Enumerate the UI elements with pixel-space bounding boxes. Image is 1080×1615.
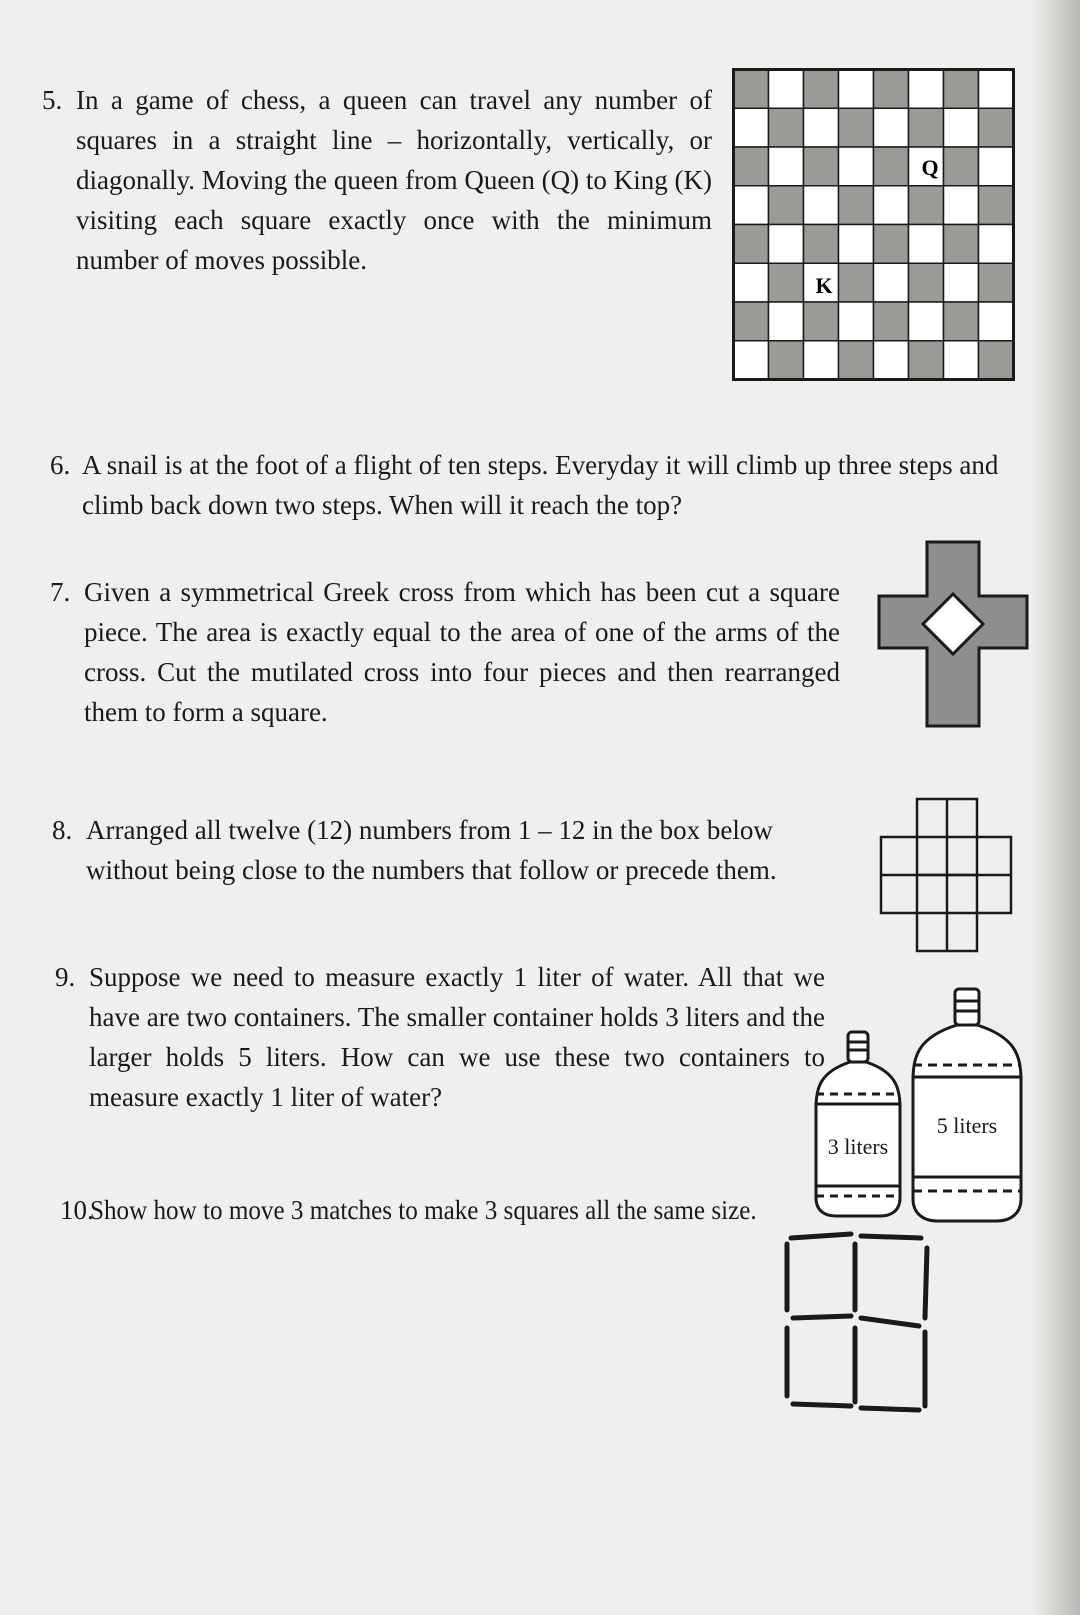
chess-square [839, 186, 874, 225]
problem-number: 9. [55, 962, 76, 992]
problem-text: Suppose we need to measure exactly 1 liter of water. All that we have are two containers. The smaller container holds 3 liters and the larger holds 5 liters. How can we use these two containers to measure exactly 1 liter of water? [89, 962, 825, 1112]
page-edge-shadow [1032, 0, 1080, 1615]
chess-square [734, 263, 769, 302]
problem-text: A snail is at the foot of a flight of ten steps. Everyday it will climb up three steps and climb back down two steps. When will it reach the top? [82, 450, 999, 520]
chess-square [769, 70, 804, 109]
chess-square [804, 341, 839, 380]
chess-square [734, 70, 769, 109]
chess-square [909, 302, 944, 341]
chess-square [979, 108, 1014, 147]
chess-square [769, 147, 804, 186]
match [793, 1316, 851, 1318]
chess-square [909, 108, 944, 147]
king-label: K [815, 273, 833, 298]
chess-square [944, 302, 979, 341]
chess-square [769, 225, 804, 264]
queen-label: Q [921, 155, 939, 180]
chess-square [874, 341, 909, 380]
chess-square [909, 341, 944, 380]
problem-7 [50, 572, 840, 732]
chess-square [979, 186, 1014, 225]
chess-square [734, 108, 769, 147]
match [861, 1318, 919, 1326]
chess-square [944, 186, 979, 225]
chess-square [874, 263, 909, 302]
chess-square [874, 302, 909, 341]
chess-square [979, 225, 1014, 264]
problem-text: Arranged all twelve (12) numbers from 1 – 12 in the box below without being close to the numbers that follow or precede them. [86, 815, 777, 885]
problem-text: Show how to move 3 matches to make 3 squares all the same size. [90, 1195, 757, 1225]
chess-square [909, 186, 944, 225]
chess-square [804, 108, 839, 147]
chess-square [979, 263, 1014, 302]
chess-square [944, 263, 979, 302]
chess-square [979, 70, 1014, 109]
chess-square [909, 263, 944, 302]
chessboard-cells [734, 70, 1014, 380]
chess-square [979, 147, 1014, 186]
problem-number: 7. [50, 577, 71, 607]
water-bottle-5-liters [905, 985, 1029, 1225]
chess-square [944, 225, 979, 264]
match [861, 1236, 921, 1238]
problem-9 [55, 957, 825, 1117]
match [793, 1404, 851, 1406]
match [861, 1408, 919, 1410]
chess-square [944, 147, 979, 186]
chess-square [804, 70, 839, 109]
chess-square [769, 341, 804, 380]
chess-square [874, 70, 909, 109]
water-bottle-3-liters [810, 1028, 906, 1220]
chess-square [979, 341, 1014, 380]
chess-square [734, 186, 769, 225]
chess-square [804, 186, 839, 225]
problem-text: Given a symmetrical Greek cross from which has been cut a square piece. The area is exactly equal to the area of one of the arms of the cross. Cut the mutilated cross into four pieces and then rearranged them to form a square. [84, 577, 840, 727]
chess-square [769, 186, 804, 225]
chess-square [839, 263, 874, 302]
problem-6 [50, 445, 1080, 525]
small-container-label: 3 liters [827, 1134, 889, 1159]
chess-square [734, 341, 769, 380]
chess-square [839, 147, 874, 186]
chess-square [839, 225, 874, 264]
problem-10 [60, 1190, 790, 1230]
chess-square [804, 225, 839, 264]
chess-square [734, 302, 769, 341]
chess-square [769, 263, 804, 302]
problem-number: 10. [60, 1195, 94, 1225]
chess-square [804, 302, 839, 341]
chess-square [874, 147, 909, 186]
chess-square [839, 341, 874, 380]
chess-square [909, 225, 944, 264]
chess-square [839, 70, 874, 109]
chess-square [769, 108, 804, 147]
chessboard-figure [732, 68, 1018, 386]
chess-square [979, 302, 1014, 341]
chess-square [839, 108, 874, 147]
chess-square [734, 147, 769, 186]
chess-square [944, 70, 979, 109]
chess-square [944, 341, 979, 380]
problem-number: 5. [42, 85, 63, 115]
match [791, 1234, 851, 1238]
problem-text: In a game of chess, a queen can travel any number of squares in a straight line – horizontally, vertically, or diagonally. Moving the queen from Queen (Q) to King (K) visiting each square exactly once with the minimum number of moves possible. [76, 85, 712, 275]
problem-5 [42, 80, 712, 280]
number-grid-figure [879, 797, 1015, 953]
problem-number: 6. [50, 450, 71, 480]
chess-square [874, 225, 909, 264]
chess-square [874, 186, 909, 225]
chess-square [874, 108, 909, 147]
chess-square [944, 108, 979, 147]
chess-square [769, 302, 804, 341]
greek-cross-figure [875, 540, 1035, 730]
chess-square [804, 147, 839, 186]
matchstick-figure [783, 1230, 943, 1420]
large-container-label: 5 liters [936, 1113, 998, 1138]
chess-square [909, 70, 944, 109]
match [925, 1248, 927, 1318]
problem-number: 8. [52, 815, 73, 845]
chess-square [839, 302, 874, 341]
chess-square [734, 225, 769, 264]
problem-8 [52, 810, 852, 890]
